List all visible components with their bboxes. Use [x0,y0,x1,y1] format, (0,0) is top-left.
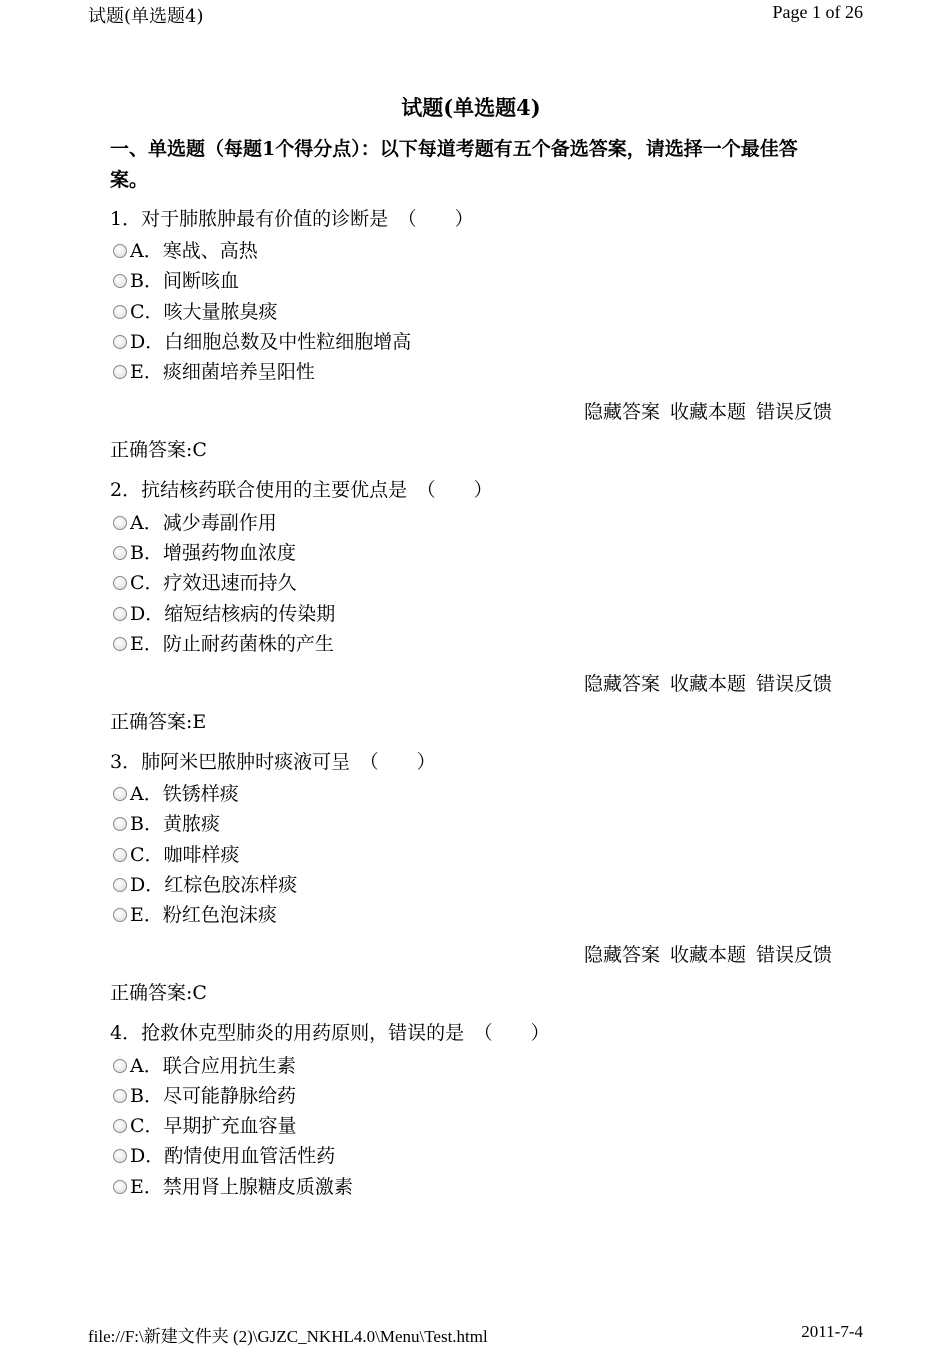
question-stem: 2．抗结核药联合使用的主要优点是 （ ） [110,479,493,502]
radio-button[interactable] [113,848,127,862]
option-label: D．缩短结核病的传染期 [130,602,336,625]
option-label: B．黄脓痰 [130,813,220,836]
option-label: B．增强药物血浓度 [130,541,296,564]
option-label: C．早期扩充血容量 [130,1115,297,1138]
correct-answer: 正确答案:C [110,982,207,1005]
feedback-link[interactable]: 错误反馈 [755,401,832,424]
option-e[interactable] [110,900,832,930]
option-c[interactable] [110,840,832,870]
radio-button[interactable] [113,787,127,801]
favorite-link[interactable]: 收藏本题 [669,401,746,424]
doc-title: 试题(单选题4) [401,95,541,120]
question-actions [110,393,832,431]
question-1 [110,202,832,467]
radio-button[interactable] [113,335,127,349]
hide-answer-link[interactable]: 隐藏答案 [583,672,660,695]
option-d[interactable] [110,870,832,900]
option-a[interactable] [110,1050,832,1080]
option-d[interactable] [110,1141,832,1171]
page-number: Page 1 of 26 [772,2,863,22]
option-a[interactable] [110,236,832,266]
option-label: A．联合应用抗生素 [130,1054,296,1077]
option-label: E．粉红色泡沫痰 [130,904,277,927]
option-label: C．疗效迅速而持久 [130,572,297,595]
hide-answer-link[interactable]: 隐藏答案 [583,944,660,967]
option-c[interactable] [110,297,832,327]
option-d[interactable] [110,598,832,628]
favorite-link[interactable]: 收藏本题 [669,672,746,695]
option-c[interactable] [110,568,832,598]
radio-button[interactable] [113,607,127,621]
radio-button[interactable] [113,244,127,258]
quiz-content [110,92,832,1202]
option-d[interactable] [110,327,832,357]
option-b[interactable] [110,1081,832,1111]
radio-button[interactable] [113,365,127,379]
question-stem: 4．抢救休克型肺炎的用药原则，错误的是 （ ） [110,1022,550,1045]
section-heading: 一、单选题（每题1个得分点）：以下每道考题有五个备选答案，请选择一个最佳答案。 [110,138,798,191]
option-label: C．咖啡样痰 [130,843,240,866]
radio-button[interactable] [113,576,127,590]
option-label: E．禁用肾上腺糖皮质激素 [130,1175,353,1198]
option-label: B．尽可能静脉给药 [130,1084,296,1107]
radio-button[interactable] [113,878,127,892]
option-label: D．白细胞总数及中性粒细胞增高 [130,331,412,354]
page-header-title: 试题(单选题4) [88,6,204,27]
question-stem: 3．肺阿米巴脓肿时痰液可呈 （ ） [110,750,436,773]
option-label: A．减少毒副作用 [130,511,277,534]
option-label: B．间断咳血 [130,270,239,293]
option-b[interactable] [110,266,832,296]
radio-button[interactable] [113,1089,127,1103]
option-label: E．防止耐药菌株的产生 [130,632,334,655]
option-e[interactable] [110,357,832,387]
radio-button[interactable] [113,1180,127,1194]
option-label: D．酌情使用血管活性药 [130,1145,336,1168]
question-4 [110,1016,832,1201]
hide-answer-link[interactable]: 隐藏答案 [583,401,660,424]
radio-button[interactable] [113,546,127,560]
favorite-link[interactable]: 收藏本题 [669,944,746,967]
question-2 [110,473,832,738]
option-label: A．铁锈样痰 [130,783,239,806]
radio-button[interactable] [113,908,127,922]
page-footer-date: 2011-7-4 [801,1322,863,1341]
radio-button[interactable] [113,305,127,319]
question-actions [110,665,832,703]
option-a[interactable] [110,779,832,809]
feedback-link[interactable]: 错误反馈 [755,944,832,967]
radio-button[interactable] [113,817,127,831]
option-label: A．寒战、高热 [130,240,258,263]
option-e[interactable] [110,1172,832,1202]
radio-button[interactable] [113,1149,127,1163]
correct-answer: 正确答案:C [110,439,207,462]
option-a[interactable] [110,507,832,537]
option-e[interactable] [110,629,832,659]
question-3 [110,745,832,1010]
option-b[interactable] [110,809,832,839]
radio-button[interactable] [113,1059,127,1073]
feedback-link[interactable]: 错误反馈 [755,672,832,695]
question-actions [110,936,832,974]
option-label: D．红棕色胶冻样痰 [130,874,298,896]
radio-button[interactable] [113,1119,127,1133]
page-footer-url: file://F:\新建文件夹 (2)\GJZC_NKHL4.0\Menu\Test.html [88,1327,488,1346]
question-stem: 1．对于肺脓肿最有价值的诊断是 （ ） [110,208,474,230]
option-label: C．咳大量脓臭痰 [130,300,278,323]
correct-answer: 正确答案:E [110,710,207,733]
radio-button[interactable] [113,516,127,530]
option-c[interactable] [110,1111,832,1141]
radio-button[interactable] [113,274,127,288]
option-b[interactable] [110,538,832,568]
radio-button[interactable] [113,637,127,651]
option-label: E．痰细菌培养呈阳性 [130,361,315,384]
